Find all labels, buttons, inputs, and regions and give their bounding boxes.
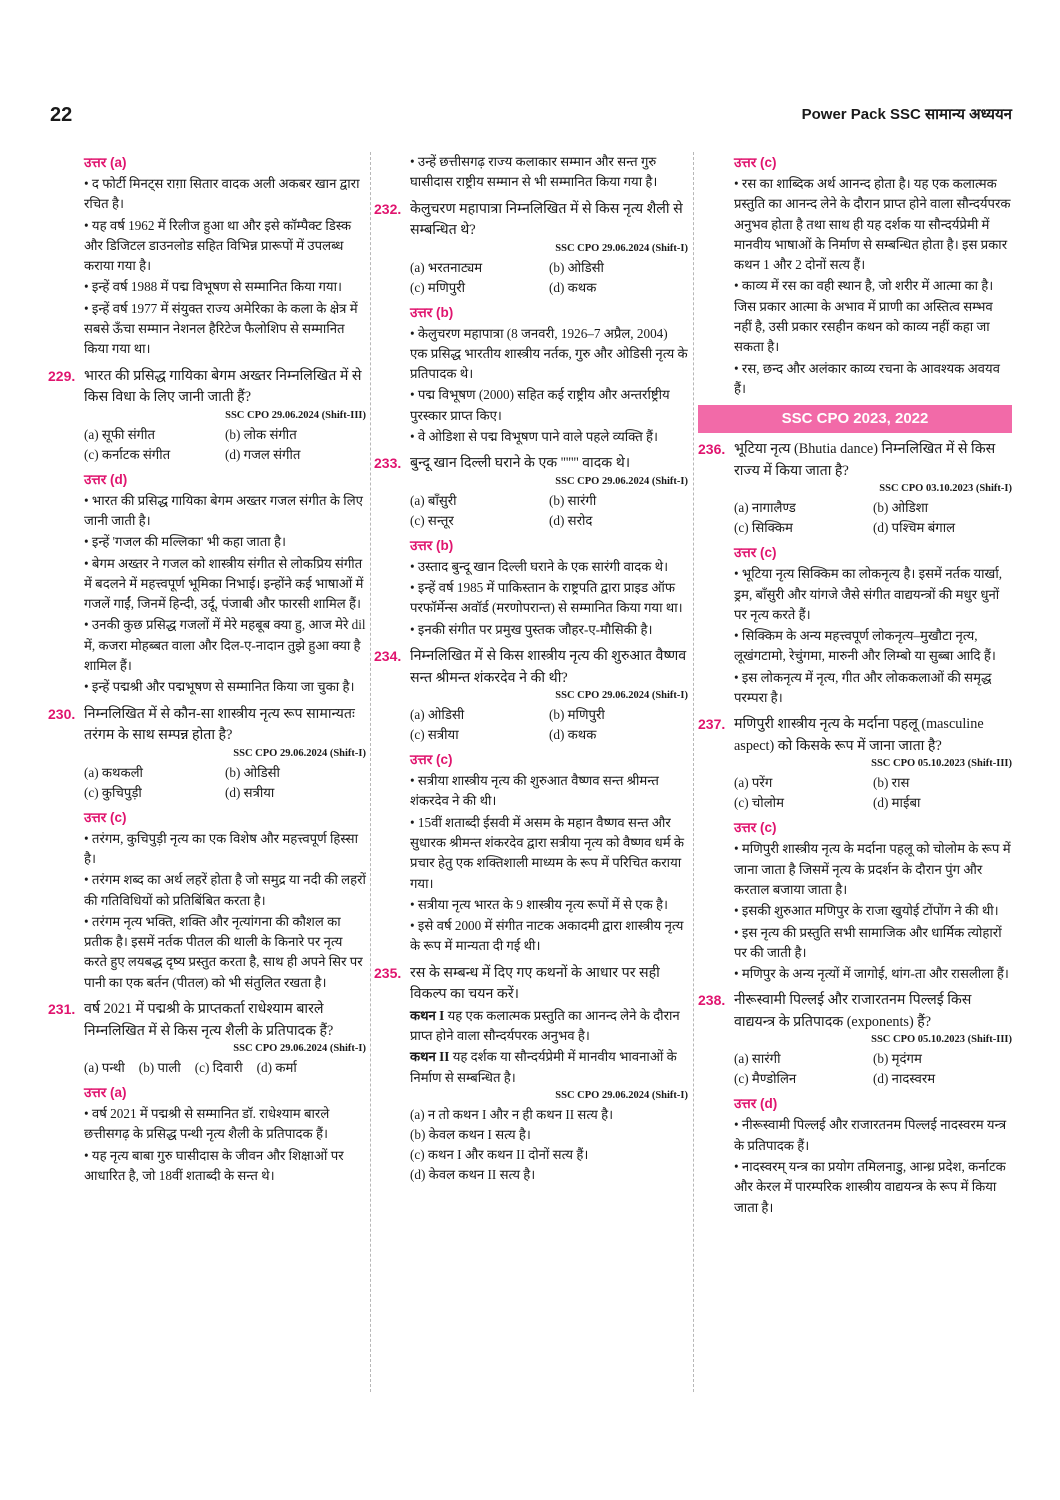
explanation-point: • इन्हें वर्ष 1977 में संयुक्त राज्य अमेरिका के कला के क्षेत्र में सबसे ऊँचा सम्मान नेशनल हैरिटेज फैलोशिप से सम्मानित किया गया था। <box>84 299 366 360</box>
book-title: Power Pack SSC सामान्य अध्ययन <box>801 106 1012 123</box>
explanation-point: • काव्य में रस का वही स्थान है, जो शरीर में आत्मा का है। जिस प्रकार आत्मा के अभाव में प्राणी का अस्तित्व सम्भव नहीं है, उसी प्रकार रसहीन कथन को काव्य नहीं कहा जा सकता है। <box>734 276 1012 357</box>
question <box>698 439 1012 482</box>
answer-label: उत्तर (b) <box>410 537 454 553</box>
explanation-point: • रस, छन्द और अलंकार काव्य रचना के आवश्यक अवयव हैं। <box>734 359 1012 400</box>
option: (d) माईबा <box>873 795 921 811</box>
explanation-point: • भूटिया नृत्य सिक्किम का लोकनृत्य है। इसमें नर्तक यार्खा, ड्रम, बाँसुरी और यांगजे जैसे संगीत वाद्ययन्त्रों की मधुर धुनों पर नृत्य करते हैं। <box>734 564 1012 625</box>
column-divider <box>693 152 694 1392</box>
answer-label: उत्तर (d) <box>84 471 128 487</box>
question <box>48 366 366 409</box>
option: (b) ओडिसी <box>225 764 280 780</box>
question-text: नीरूस्वामी पिल्लई और राजारतनम पिल्लई किस वाद्ययन्त्र के प्रतिपादक (exponents) हैं? <box>734 992 972 1030</box>
option: (d) सरोद <box>549 512 593 528</box>
question-text: वर्ष 2021 में पद्मश्री के प्राप्तकर्ता राधेश्याम बारले निम्नलिखित में से किस नृत्य शैली के प्रतिपादक हैं? <box>84 1001 334 1039</box>
exam-source: SSC CPO 05.10.2023 (Shift-III) <box>871 758 1012 770</box>
exam-source: SSC CPO 29.06.2024 (Shift-I) <box>555 690 688 702</box>
explanation-point: • उन्हें छत्तीसगढ़ राज्य कलाकार सम्मान और सन्त गुरु घासीदास राष्ट्रीय सम्मान से भी सम्मानित किया गया है। <box>410 152 688 193</box>
question-number: 235. <box>374 964 402 981</box>
option: (c) कर्नाटक संगीत <box>84 446 171 462</box>
option: (d) कथक <box>549 279 597 295</box>
explanation-point: • इस नृत्य की प्रस्तुति सभी सामाजिक और धार्मिक त्योहारों पर की जाती है। <box>734 923 1012 964</box>
option: (d) कर्मा <box>256 1060 297 1076</box>
explanation-point: • केलुचरण महापात्रा (8 जनवरी, 1926–7 अप्रैल, 2004) एक प्रसिद्ध भारतीय शास्त्रीय नर्तक, गुरु और ओडिसी नृत्य के प्रतिपादक थे। <box>410 324 688 385</box>
question <box>374 453 688 475</box>
options <box>84 763 366 803</box>
option: (c) सन्तूर <box>410 512 454 528</box>
explanation-point: • 15वीं शताब्दी ईसवी में असम के महान वैष्णव सन्त और सुधारक श्रीमन्त शंकरदेव द्वारा सत्रीया नृत्य को वैष्णव धर्म के प्रचार हेतु एक शक्तिशाली माध्यम के रूप में परिचित कराया गया। <box>410 813 688 894</box>
column-1 <box>48 152 366 1187</box>
option: (b) लोक संगीत <box>225 426 297 442</box>
option: (a) बाँसुरी <box>410 492 457 508</box>
answer-label: उत्तर (a) <box>84 155 127 170</box>
explanation-point: • तरंगम शब्द का अर्थ लहरें होता है जो समुद्र या नदी की लहरों की गतिविधियों को प्रतिबिंबित करता है। <box>84 870 366 911</box>
option: (b) पाली <box>138 1060 181 1076</box>
options <box>84 1058 366 1078</box>
option: (c) कुचिपुड़ी <box>84 784 142 800</box>
exam-source: SSC CPO 05.10.2023 (Shift-III) <box>871 1034 1012 1046</box>
page-number: 22 <box>50 104 73 126</box>
statement <box>410 1047 688 1088</box>
explanation-point: • इन्हें 'गजल की मल्लिका' भी कहा जाता है। <box>84 532 366 552</box>
explanation-point: • यह वर्ष 1962 में रिलीज हुआ था और इसे कॉम्पैक्ट डिस्क और डिजिटल डाउनलोड सहित विभिन्न प्रारूपों में उपलब्ध कराया गया है। <box>84 216 366 277</box>
option: (a) न तो कथन I और न ही कथन II सत्य है। <box>410 1106 614 1122</box>
question-text: बुन्दू खान दिल्ली घराने के एक ''''''' वादक थे। <box>410 455 631 472</box>
explanation-point: • नादस्वरम् यन्त्र का प्रयोग तमिलनाडु, आन्ध्र प्रदेश, कर्नाटक और केरल में पारम्परिक शास्त्रीय वाद्ययन्त्र के रूप में किया जाता है। <box>734 1157 1012 1218</box>
explanation-point: • सत्रीया नृत्य भारत के 9 शास्त्रीय नृत्य रूपों में से एक है। <box>410 895 688 915</box>
question-number: 238. <box>698 992 726 1009</box>
question-text: मणिपुरी शास्त्रीय नृत्य के मर्दाना पहलू (masculine aspect) को किसके रूप में जाना जाता है? <box>734 716 984 754</box>
option: (c) सत्रीया <box>410 727 459 743</box>
options <box>734 1049 1012 1089</box>
question <box>698 990 1012 1033</box>
option: (d) नादस्वरम <box>873 1071 936 1087</box>
question <box>48 704 366 747</box>
explanation-point: • द फोर्टी मिनट्स राग़ा सितार वादक अली अकबर खान द्वारा रचित है। <box>84 174 366 215</box>
column-3 <box>698 152 1012 1219</box>
explanation-point: • तरंगम नृत्य भक्ति, शक्ति और नृत्यांगना की कौशल का प्रतीक है। इसमें नर्तक पीतल की थाली के किनारे पर नृत्य करते हुए लयबद्ध दृष्य प्रस्तुत करता है, साथ ही अपने सिर पर पानी का एक बर्तन (पीतल) को भी संतुलित रखता है। <box>84 912 366 993</box>
option: (d) पश्चिम बंगाल <box>873 520 956 536</box>
question-text: रस के सम्बन्ध में दिए गए कथनों के आधार पर सही विकल्प का चयन करें। <box>410 964 660 1003</box>
explanation-point: • इन्हें वर्ष 1985 में पाकिस्तान के राष्ट्रपति द्वारा प्राइड ऑफ परफॉर्मेन्स अवॉर्ड (मरणोपरान्त) से सम्मानित किया गया था। <box>410 578 688 619</box>
options <box>410 491 688 531</box>
explanation-point: • इन्हें पद्मश्री और पद्मभूषण से सम्मानित किया जा चुका है। <box>84 677 366 697</box>
option: (c) कथन I और कथन II दोनों सत्य हैं। <box>410 1146 589 1162</box>
answer-label: उत्तर (b) <box>410 304 454 320</box>
question-number: 231. <box>48 1001 76 1018</box>
option: (a) नागालैण्ड <box>734 500 796 516</box>
question <box>48 999 366 1042</box>
explanation-point: • मणिपुर के अन्य नृत्यों में जागोई, थांग-ता और रासलीला हैं। <box>734 964 1012 984</box>
question-text: निम्नलिखित में से कौन-सा शास्त्रीय नृत्य रूप सामान्यतः तरंगम के साथ सम्पन्न होता है? <box>84 705 355 744</box>
statement <box>410 1006 688 1047</box>
option: (c) सिक्किम <box>734 520 793 536</box>
question-number: 230. <box>48 705 76 722</box>
explanation-point: • बेगम अख्तर ने गजल को शास्त्रीय संगीत से लोकप्रिय संगीत में बदलने में महत्त्वपूर्ण भूमिका निभाई। इन्होंने कई भाषाओं में गजलें गाईं, जिनमें हिन्दी, उर्दू, पंजाबी और फारसी शामिल हैं। <box>84 554 366 615</box>
explanation-point: • तरंगम, कुचिपुड़ी नृत्य का एक विशेष और महत्त्वपूर्ण हिस्सा है। <box>84 829 366 870</box>
option: (b) सारंगी <box>549 492 597 508</box>
option: (c) दिवारी <box>194 1060 243 1076</box>
question-number: 234. <box>374 648 402 665</box>
options <box>410 705 688 745</box>
explanation-point: • वे ओडिशा से पद्म विभूषण पाने वाले पहले व्यक्ति हैं। <box>410 427 688 447</box>
explanation-point: • इसकी शुरुआत मणिपुर के राजा खुयोई टोंपोंग ने की थी। <box>734 901 1012 921</box>
option: (b) ओडिशा <box>873 500 929 516</box>
option: (d) कथक <box>549 727 597 743</box>
exam-source: SSC CPO 29.06.2024 (Shift-I) <box>555 242 688 254</box>
exam-source: SSC CPO 29.06.2024 (Shift-I) <box>555 1089 688 1101</box>
answer-label: उत्तर (c) <box>84 809 127 825</box>
answer-label: उत्तर (c) <box>734 155 777 170</box>
option: (a) पन्थी <box>84 1060 125 1076</box>
option: (a) कथकली <box>84 764 143 780</box>
option: (d) गजल संगीत <box>225 446 301 462</box>
option: (a) सूफी संगीत <box>84 426 155 442</box>
options <box>84 425 366 465</box>
statement-label: कथन I <box>410 1007 445 1023</box>
question-number: 232. <box>374 200 402 217</box>
explanation-point: • रस का शाब्दिक अर्थ आनन्द होता है। यह एक कलात्मक प्रस्तुति का आनन्द लेने के दौरान प्राप्त होने वाला सौन्दर्यपरक अनुभव होता है तथा साथ ही यह दर्शक या सौन्दर्यप्रेमी में मानवीय भाषाओं के निर्माण से सम्बन्धित होता है। इस प्रकार कथन 1 और 2 दोनों सत्य हैं। <box>734 174 1012 275</box>
column-2 <box>374 152 688 1187</box>
options <box>734 498 1012 538</box>
answer-label: उत्तर (c) <box>734 820 777 836</box>
exam-source: SSC CPO 29.06.2024 (Shift-I) <box>233 747 366 759</box>
answer-label: उत्तर (d) <box>734 1096 778 1112</box>
option: (c) चोलोम <box>734 795 784 811</box>
answer-label: उत्तर (c) <box>734 545 777 561</box>
options <box>734 773 1012 813</box>
question <box>374 199 688 242</box>
option: (a) भरतनाट्यम <box>410 259 483 275</box>
exam-source: SSC CPO 29.06.2024 (Shift-I) <box>233 1043 366 1055</box>
statement-label: कथन II <box>410 1049 450 1065</box>
explanation-point: • उस्ताद बुन्दू खान दिल्ली घराने के एक सारंगी वादक थे। <box>410 557 688 577</box>
question-number: 237. <box>698 716 726 733</box>
option: (d) केवल कथन II सत्य है। <box>410 1166 536 1182</box>
question-number: 229. <box>48 367 76 384</box>
exam-source: SSC CPO 29.06.2024 (Shift-I) <box>555 475 688 487</box>
explanation-point: • इन्हें वर्ष 1988 में पद्म विभूषण से सम्मानित किया गया। <box>84 277 366 297</box>
question-number: 233. <box>374 455 402 472</box>
exam-source: SSC CPO 29.06.2024 (Shift-III) <box>225 409 366 421</box>
explanation-point: • सिक्किम के अन्य महत्त्वपूर्ण लोकनृत्य–मुखौटा नृत्य, लूखंगटामो, रेचुंगमा, मारुनी और लिम्बो या सुब्बा आदि हैं। <box>734 626 1012 667</box>
statement-text: यह एक कलात्मक प्रस्तुति का आनन्द लेने के दौरान प्राप्त होने वाला सौन्दर्यपरक अनुभव है। <box>410 1007 680 1044</box>
option: (d) सत्रीया <box>225 784 275 800</box>
options <box>410 1105 688 1185</box>
option: (a) परेंग <box>734 775 773 791</box>
exam-source: SSC CPO 03.10.2023 (Shift-I) <box>879 483 1012 495</box>
option: (a) सारंगी <box>734 1051 781 1067</box>
statement-text: यह दर्शक या सौन्दर्यप्रेमी में मानवीय भावनाओं के निर्माण से सम्बन्धित है। <box>410 1049 677 1085</box>
option: (b) मणिपुरी <box>549 707 605 723</box>
option: (a) ओडिसी <box>410 707 465 723</box>
question <box>698 714 1012 757</box>
explanation-point: • उनकी कुछ प्रसिद्ध गजलों में मेरे महबूब क्या हु, आज मेरे dil में, कजरा मोहब्बत वाला और दिल-ए-नादान तुझे हुआ क्या है शामिल हैं। <box>84 615 366 676</box>
question-text: केलुचरण महापात्रा निम्नलिखित में से किस नृत्य शैली से सम्बन्धित थे? <box>410 200 683 239</box>
column-divider <box>370 152 371 1392</box>
options <box>410 258 688 298</box>
explanation-point: • यह नृत्य बाबा गुरु घासीदास के जीवन और शिक्षाओं पर आधारित है, जो 18वीं शताब्दी के सन्त थे। <box>84 1146 366 1187</box>
explanation-point: • इसे वर्ष 2000 में संगीत नाटक अकादमी द्वारा शास्त्रीय नृत्य के रूप में मान्यता दी गई थी। <box>410 916 688 957</box>
explanation-point: • इस लोकनृत्य में नृत्य, गीत और लोककलाओं की समृद्ध परम्परा है। <box>734 668 1012 709</box>
question <box>374 963 688 1006</box>
question-text: भूटिया नृत्य (Bhutia dance) निम्नलिखित में से किस राज्य में किया जाता है? <box>734 441 996 479</box>
answer-label: उत्तर (a) <box>84 1085 127 1101</box>
answer-label: उत्तर (c) <box>410 752 453 768</box>
explanation-point: • भारत की प्रसिद्ध गायिका बेगम अख्तर गजल संगीत के लिए जानी जाती है। <box>84 491 366 532</box>
question <box>374 646 688 689</box>
option: (c) मणिपुरी <box>410 279 466 295</box>
explanation-point: • मणिपुरी शास्त्रीय नृत्य के मर्दाना पहलू को चोलोम के रूप में जाना जाता है जिसमें नृत्य के प्रदर्शन के दौरान पुंग और करताल बजाया जाता है। <box>734 839 1012 900</box>
explanation-point: • नीरूस्वामी पिल्लई और राजारतनम पिल्लई नादस्वरम यन्त्र के प्रतिपादक हैं। <box>734 1115 1012 1156</box>
explanation-point: • इनकी संगीत पर प्रमुख पुस्तक जौहर-ए-मौसिकी है। <box>410 620 688 640</box>
explanation-point: • सत्रीया शास्त्रीय नृत्य की शुरुआत वैष्णव सन्त श्रीमन्त शंकरदेव ने की थी। <box>410 771 688 812</box>
option: (b) ओडिसी <box>549 259 604 275</box>
question-text: निम्नलिखित में से किस शास्त्रीय नृत्य की शुरुआत वैष्णव सन्त श्रीमन्त शंकरदेव ने की थी? <box>410 648 687 686</box>
option: (b) केवल कथन I सत्य है। <box>410 1126 531 1142</box>
explanation-point: • वर्ष 2021 में पद्मश्री से सम्मानित डॉ. राधेश्याम बारले छत्तीसगढ़ के प्रसिद्ध पन्थी नृत्य शैली के प्रतिपादक हैं। <box>84 1104 366 1145</box>
question-number: 236. <box>698 441 726 458</box>
explanation-point: • पद्म विभूषण (2000) सहित कई राष्ट्रीय और अन्तर्राष्ट्रीय पुरस्कार प्राप्त किए। <box>410 385 688 426</box>
section-banner: SSC CPO 2023, 2022 <box>698 405 1012 433</box>
question-text: भारत की प्रसिद्ध गायिका बेगम अख्तर निम्नलिखित में से किस विधा के लिए जानी जाती हैं? <box>84 367 362 406</box>
option: (c) मैण्डोलिन <box>734 1071 797 1087</box>
option: (b) मृदंगम <box>873 1051 922 1067</box>
option: (b) रास <box>873 775 910 791</box>
